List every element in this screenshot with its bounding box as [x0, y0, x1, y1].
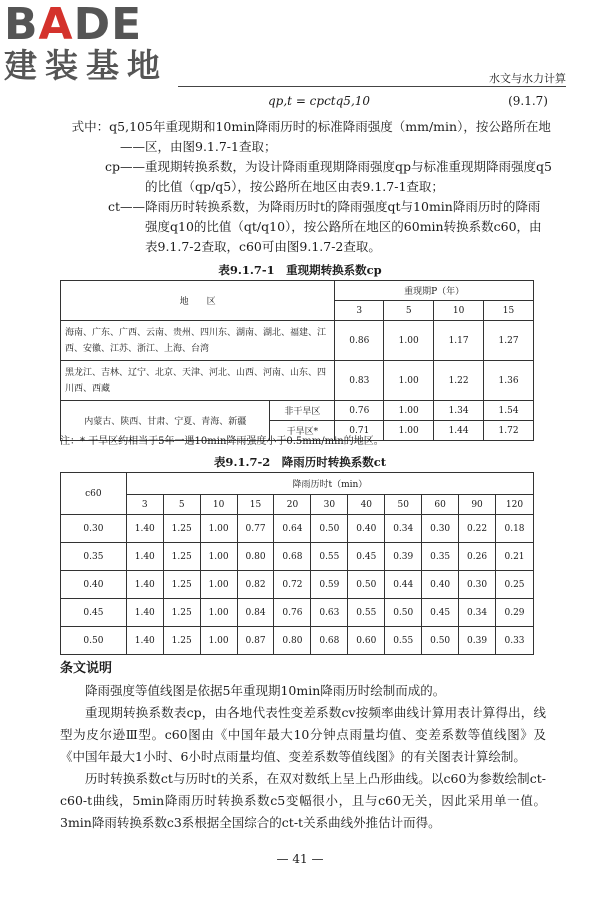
table-row	[61, 515, 534, 543]
table-cell: 1.40	[126, 571, 163, 599]
table-cell: 0.63	[311, 599, 348, 627]
table-cell: 1.00	[200, 515, 237, 543]
table-cell: 0.55	[311, 543, 348, 571]
section-header: 水文与水力计算	[489, 72, 566, 85]
table2-c60-cell: 0.30	[61, 515, 127, 543]
table2-duration-header: 降雨历时t（min）	[126, 473, 533, 495]
table-row	[61, 627, 534, 655]
table2-c60-cell: 0.50	[61, 627, 127, 655]
definitions	[60, 117, 552, 257]
table2-duration-col: 50	[385, 495, 422, 515]
table-cell: 1.25	[163, 515, 200, 543]
table2-duration-col: 90	[459, 495, 496, 515]
table2-duration-col: 20	[274, 495, 311, 515]
logo-main-text: BADE	[4, 0, 143, 50]
page-number: — 41 —	[276, 852, 324, 866]
table-cell: 1.00	[200, 599, 237, 627]
table1-period-col: 10	[434, 301, 484, 321]
table-row	[61, 599, 534, 627]
header-divider	[178, 86, 566, 87]
table-cell: 0.30	[459, 571, 496, 599]
table-cell: 1.00	[384, 421, 434, 441]
table-cell: 0.39	[385, 543, 422, 571]
explanation-paragraph: 降雨强度等值线图是依据5年重现期10min降雨历时绘制而成的。	[85, 683, 446, 698]
table1-period-header: 重现期P（年）	[335, 281, 534, 301]
table-cell: 0.21	[496, 543, 534, 571]
formula: qp,t = cpctq5,10	[268, 94, 371, 108]
table-cell: 0.39	[459, 627, 496, 655]
table-cell: 0.55	[348, 599, 385, 627]
table-cell: 0.45	[348, 543, 385, 571]
table-cell: 0.18	[496, 515, 534, 543]
table2-duration-col: 3	[126, 495, 163, 515]
table-cell: 0.72	[274, 571, 311, 599]
table-cell: 0.26	[459, 543, 496, 571]
table-cell: 1.40	[126, 599, 163, 627]
table-cell: 0.86	[335, 321, 384, 361]
table-cell: 1.40	[126, 627, 163, 655]
table-cell: 0.84	[237, 599, 274, 627]
table1-subregion-cell: 非干旱区	[270, 401, 335, 421]
table-cell: 1.25	[163, 627, 200, 655]
table1-region-cell: 内蒙古、陕西、甘肃、宁夏、青海、新疆	[61, 401, 270, 441]
logo	[4, 2, 179, 84]
table1-period-col: 3	[335, 301, 384, 321]
table-cell: 0.76	[274, 599, 311, 627]
table-cell: 0.50	[311, 515, 348, 543]
table-cp	[60, 280, 534, 441]
table-cell: 1.00	[384, 401, 434, 421]
table-cell: 0.71	[335, 421, 384, 441]
table-cell: 1.72	[484, 421, 534, 441]
table1-subregion-cell: 干旱区*	[270, 421, 335, 441]
table1-region-cell: 黑龙江、吉林、辽宁、北京、天津、河北、山西、河南、山东、四川西、西藏	[61, 361, 335, 401]
table2-duration-col: 30	[311, 495, 348, 515]
table-cell: 1.17	[434, 321, 484, 361]
table-cell: 1.25	[163, 571, 200, 599]
table-cell: 0.80	[274, 627, 311, 655]
table-cell: 1.40	[126, 515, 163, 543]
table2-duration-col: 15	[237, 495, 274, 515]
explanation-title: 条文说明	[60, 661, 113, 676]
table-cell: 1.44	[434, 421, 484, 441]
table2-duration-col: 5	[163, 495, 200, 515]
table1-region-header: 地 区	[61, 281, 335, 321]
table-row	[61, 321, 534, 361]
table-cell: 0.33	[496, 627, 534, 655]
table-cell: 0.68	[274, 543, 311, 571]
table1-caption: 表9.1.7-1 重现期转换系数cp	[218, 263, 382, 277]
table-cell: 0.34	[459, 599, 496, 627]
table-cell: 0.25	[496, 571, 534, 599]
table-cell: 0.50	[422, 627, 459, 655]
table2-duration-col: 10	[200, 495, 237, 515]
table2-duration-col: 40	[348, 495, 385, 515]
logo-sub-text: 建装基地	[4, 46, 168, 85]
table-row	[61, 543, 534, 571]
table-cell: 0.40	[422, 571, 459, 599]
table-cell: 1.27	[484, 321, 534, 361]
table-cell: 1.00	[384, 321, 434, 361]
table2-c60-header: c60	[61, 473, 127, 515]
table-cell: 0.34	[385, 515, 422, 543]
table2-c60-cell: 0.35	[61, 543, 127, 571]
table-row	[61, 361, 534, 401]
table-row	[61, 401, 534, 421]
table1-period-col: 15	[484, 301, 534, 321]
table2-c60-cell: 0.45	[61, 599, 127, 627]
table-cell: 0.87	[237, 627, 274, 655]
table-cell: 1.00	[200, 627, 237, 655]
table-cell: 1.25	[163, 599, 200, 627]
table1-period-col: 5	[384, 301, 434, 321]
table-cell: 0.44	[385, 571, 422, 599]
table-cell: 0.40	[348, 515, 385, 543]
table1-region-cell: 海南、广东、广西、云南、贵州、四川东、湖南、湖北、福建、江西、安徽、江苏、浙江、上海、台湾	[61, 321, 335, 361]
table-cell: 0.29	[496, 599, 534, 627]
definition-cp: cp—— 重现期转换系数，为设计降雨重现期降雨强度qp与标准重现期降雨强度q5的比值（qp/q5），按公路所在地区由表9.1.7-1查取；	[104, 159, 552, 194]
table-ct	[60, 472, 534, 655]
explanation-paragraph: 历时转换系数ct与历时t的关系，在双对数纸上呈上凸形曲线。以c60为参数绘制ct-c60-t曲线，5min降雨历时转换系数c5变幅很小，且与c60无关，因此采用单一值。3min降雨转换系数c3系根据全国综合的ct-t关系曲线外推估计而得。	[60, 771, 546, 830]
table2-duration-col: 120	[496, 495, 534, 515]
table-cell: 1.40	[126, 543, 163, 571]
formula-number: (9.1.7)	[508, 94, 548, 108]
explanation-paragraph: 重现期转换系数表cp，由各地代表性变差系数cv按频率曲线计算用表计算得出，线型为皮尔逊Ⅲ型。c60图由《中国年最大10分钟点雨量均值、变差系数等值线图》及《中国年最大1小时、6小时点雨量均值、变差系数等值线图》的有关图表计算绘制。	[60, 705, 546, 764]
table-cell: 0.59	[311, 571, 348, 599]
definition-q510: 式中：q5,10—— 5年重现期和10min降雨历时的标准降雨强度（mm/min），按公路所在地区，由图9.1.7-1查取；	[71, 119, 551, 154]
explanation-body	[60, 680, 546, 834]
table-cell: 0.60	[348, 627, 385, 655]
table-cell: 0.64	[274, 515, 311, 543]
table-cell: 0.35	[422, 543, 459, 571]
table-cell: 1.22	[434, 361, 484, 401]
table-cell: 1.25	[163, 543, 200, 571]
table-cell: 0.50	[385, 599, 422, 627]
table-cell: 1.34	[434, 401, 484, 421]
table-cell: 0.76	[335, 401, 384, 421]
table2-caption: 表9.1.7-2 降雨历时转换系数ct	[213, 455, 387, 469]
table-cell: 0.22	[459, 515, 496, 543]
table-cell: 0.50	[348, 571, 385, 599]
table-cell: 1.00	[384, 361, 434, 401]
table-cell: 1.00	[200, 571, 237, 599]
table-cell: 0.77	[237, 515, 274, 543]
table1-note: 注：* 干旱区约相当于5年一遇10min降雨强度小于0.5mm/min的地区。	[60, 436, 384, 447]
table-cell: 0.80	[237, 543, 274, 571]
table-cell: 1.00	[200, 543, 237, 571]
table2-c60-cell: 0.40	[61, 571, 127, 599]
table-cell: 1.54	[484, 401, 534, 421]
table-cell: 0.30	[422, 515, 459, 543]
table-cell: 1.36	[484, 361, 534, 401]
table-cell: 0.82	[237, 571, 274, 599]
table-cell: 0.83	[335, 361, 384, 401]
table2-duration-col: 60	[422, 495, 459, 515]
table-cell: 0.55	[385, 627, 422, 655]
definition-ct: ct—— 降雨历时转换系数，为降雨历时t的降雨强度qt与10min降雨历时的降雨强度q10的比值（qt/q10），按公路所在地区的60min转换系数c60，由表9.1.7-2查取，c60可由图9.1.7-2查取。	[107, 199, 542, 254]
table-row	[61, 571, 534, 599]
table-cell: 0.45	[422, 599, 459, 627]
table-cell: 0.68	[311, 627, 348, 655]
